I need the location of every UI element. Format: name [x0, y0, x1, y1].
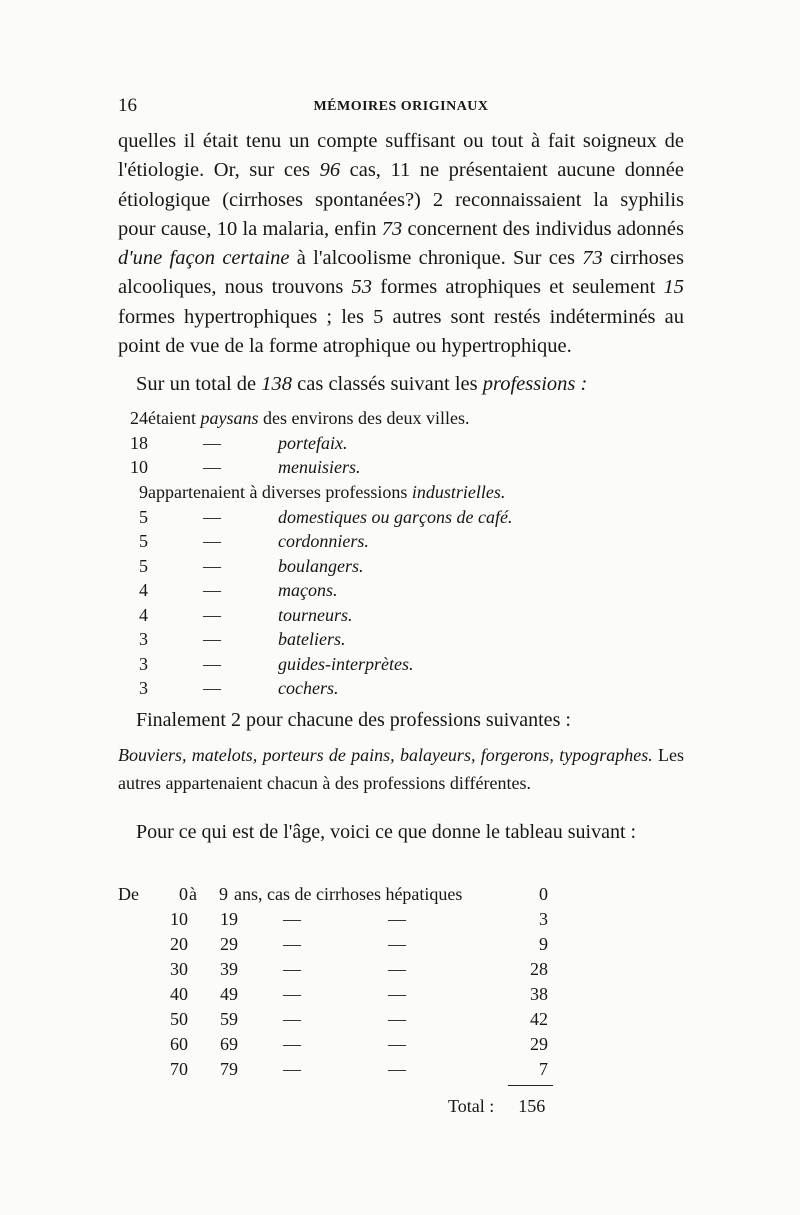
ditto-dash: —	[388, 934, 406, 954]
profession-line	[118, 457, 684, 482]
ditto-dash: —	[203, 507, 221, 527]
ditto-dash: —	[203, 556, 221, 576]
age-total	[448, 1096, 545, 1117]
profession-count: 10	[130, 457, 148, 477]
text-segment: quelles il était tenu un compte suffisant ou tout à fait soigneux de l'étiologie. Or, sur ces	[118, 130, 684, 182]
age-table-row	[118, 1034, 684, 1059]
profession-count: 4	[139, 580, 148, 600]
ditto-dash: —	[203, 433, 221, 453]
ditto-dash: —	[203, 457, 221, 477]
ditto-dash: —	[203, 654, 221, 674]
age-count: 29	[530, 1034, 548, 1054]
age-from: 50	[170, 1009, 188, 1029]
profession-count: 9	[139, 482, 148, 502]
ditto-dash: —	[283, 1009, 301, 1029]
profession-count: 24	[130, 408, 148, 428]
age-count: 42	[530, 1009, 548, 1029]
age-count: 28	[530, 959, 548, 979]
italic-phrase: d'une façon certaine	[118, 247, 290, 270]
ditto-dash: —	[203, 531, 221, 551]
profession-name: guides-interprètes.	[278, 654, 414, 674]
age-to: 49	[220, 984, 238, 1004]
profession-name: cochers.	[278, 678, 339, 698]
profession-line	[118, 433, 684, 458]
page-number: 16	[118, 95, 137, 116]
profession-count: 5	[139, 531, 148, 551]
age-table-row	[118, 1059, 684, 1084]
profession-name: portefaix.	[278, 433, 348, 453]
profession-line	[118, 629, 684, 654]
profession-line	[118, 531, 684, 556]
age-count: 9	[539, 934, 548, 954]
italic-word: paysans	[200, 408, 259, 428]
ditto-dash: —	[388, 1034, 406, 1054]
ditto-dash: —	[203, 580, 221, 600]
total-value: 156	[518, 1096, 546, 1116]
paragraph-etiology	[118, 127, 684, 361]
ditto-dash: —	[388, 984, 406, 1004]
age-from: 60	[170, 1034, 188, 1054]
italic-list: Bouviers, matelots, porteurs de pains, balayeurs, forgerons, typographes.	[118, 745, 653, 765]
age-table-row	[118, 909, 684, 934]
profession-count: 3	[139, 629, 148, 649]
ditto-dash: —	[388, 959, 406, 979]
age-from: 70	[170, 1059, 188, 1079]
profession-line	[118, 507, 684, 532]
age-de: De	[118, 884, 139, 904]
paragraph-other-professions	[118, 742, 684, 797]
italic-number: 138	[261, 373, 293, 395]
page-header	[118, 95, 684, 121]
age-count: 3	[539, 909, 548, 929]
paragraph-professions-intro	[118, 370, 684, 399]
text-segment: cirrhoses alcooliques, nous trouvons	[118, 247, 684, 299]
profession-name: menuisiers.	[278, 457, 361, 477]
text-segment: des environs des deux villes.	[258, 408, 470, 428]
profession-count: 5	[139, 507, 148, 527]
profession-name: boulangers.	[278, 556, 364, 576]
age-table-row	[118, 959, 684, 984]
age-table-row	[118, 1009, 684, 1034]
age-from: 0	[179, 884, 188, 904]
text-segment: Sur un total de	[136, 373, 262, 395]
text-segment: appartenaient à diverses professions	[148, 482, 412, 502]
text-segment: cas classés suivant les	[292, 373, 483, 395]
age-count: 7	[539, 1059, 548, 1079]
paragraph-finalement: Finalement 2 pour chacune des professions suivantes :	[136, 709, 571, 731]
age-table-row	[118, 934, 684, 959]
text-segment: étaient	[148, 408, 201, 428]
profession-count: 3	[139, 678, 148, 698]
total-label: Total :	[448, 1096, 495, 1116]
profession-name: cordonniers.	[278, 531, 369, 551]
age-to: 59	[220, 1009, 238, 1029]
age-to: 19	[220, 909, 238, 929]
profession-count: 18	[130, 433, 148, 453]
ditto-dash: —	[283, 909, 301, 929]
profession-line	[118, 678, 684, 703]
ditto-dash: —	[283, 959, 301, 979]
text-segment: formes atrophiques et seulement	[372, 276, 664, 299]
age-table-row	[118, 984, 684, 1009]
profession-line	[118, 654, 684, 679]
italic-number: 15	[663, 276, 684, 299]
age-from: 30	[170, 959, 188, 979]
age-header-text: ans, cas de cirrhoses hépatiques	[234, 884, 463, 904]
profession-name: bateliers.	[278, 629, 346, 649]
age-to: 9	[219, 884, 228, 904]
profession-text	[148, 482, 505, 503]
profession-count: 3	[139, 654, 148, 674]
italic-word: industrielles.	[411, 482, 506, 502]
paragraph-age-intro: Pour ce qui est de l'âge, voici ce que donne le tableau suivant :	[136, 821, 637, 843]
profession-name: maçons.	[278, 580, 338, 600]
ditto-dash: —	[283, 934, 301, 954]
ditto-dash: —	[203, 678, 221, 698]
profession-line	[118, 580, 684, 605]
ditto-dash: —	[388, 909, 406, 929]
age-count: 38	[530, 984, 548, 1004]
total-rule	[508, 1085, 553, 1086]
italic-number: 73	[381, 217, 403, 240]
age-to: 29	[220, 934, 238, 954]
ditto-dash: —	[283, 984, 301, 1004]
ditto-dash: —	[203, 605, 221, 625]
text-segment: à l'alcoolisme chronique. Sur ces	[289, 247, 583, 270]
profession-line	[118, 482, 684, 507]
profession-count: 4	[139, 605, 148, 625]
age-to: 79	[220, 1059, 238, 1079]
italic-number: 53	[351, 276, 373, 299]
profession-line	[118, 556, 684, 581]
profession-name: domestiques ou garçons de café.	[278, 507, 513, 527]
age-from: 20	[170, 934, 188, 954]
ditto-dash: —	[203, 629, 221, 649]
italic-number: 73	[582, 247, 603, 270]
profession-text	[148, 408, 469, 429]
ditto-dash: —	[283, 1059, 301, 1079]
profession-line	[118, 605, 684, 630]
age-a: à	[189, 884, 197, 904]
ditto-dash: —	[388, 1009, 406, 1029]
text-segment: cas, 11 ne présentaient aucune donnée étiologique (cirrhoses spontanées?) 2 reconnaissaient la syphilis pour cause, 10 la malaria, enfin	[118, 159, 684, 240]
age-count: 0	[539, 884, 548, 904]
age-to: 39	[220, 959, 238, 979]
ditto-dash: —	[283, 1034, 301, 1054]
italic-number: 96	[319, 159, 341, 182]
age-table-header-row	[118, 884, 684, 909]
text-segment: Les autres appartenaient chacun à des professions différentes.	[118, 745, 684, 793]
text-segment: formes hypertrophiques ; les 5 autres sont restés indéterminés au point de vue de la forme atrophique ou hypertrophique.	[118, 305, 684, 358]
running-title: MÉMOIRES ORIGINAUX	[313, 99, 489, 114]
profession-count: 5	[139, 556, 148, 576]
italic-phrase: professions :	[482, 373, 588, 395]
profession-name: tourneurs.	[278, 605, 353, 625]
profession-line	[118, 408, 684, 433]
age-from: 10	[170, 909, 188, 929]
text-segment: concernent des individus adonnés	[402, 217, 684, 240]
ditto-dash: —	[388, 1059, 406, 1079]
age-to: 69	[220, 1034, 238, 1054]
age-from: 40	[170, 984, 188, 1004]
